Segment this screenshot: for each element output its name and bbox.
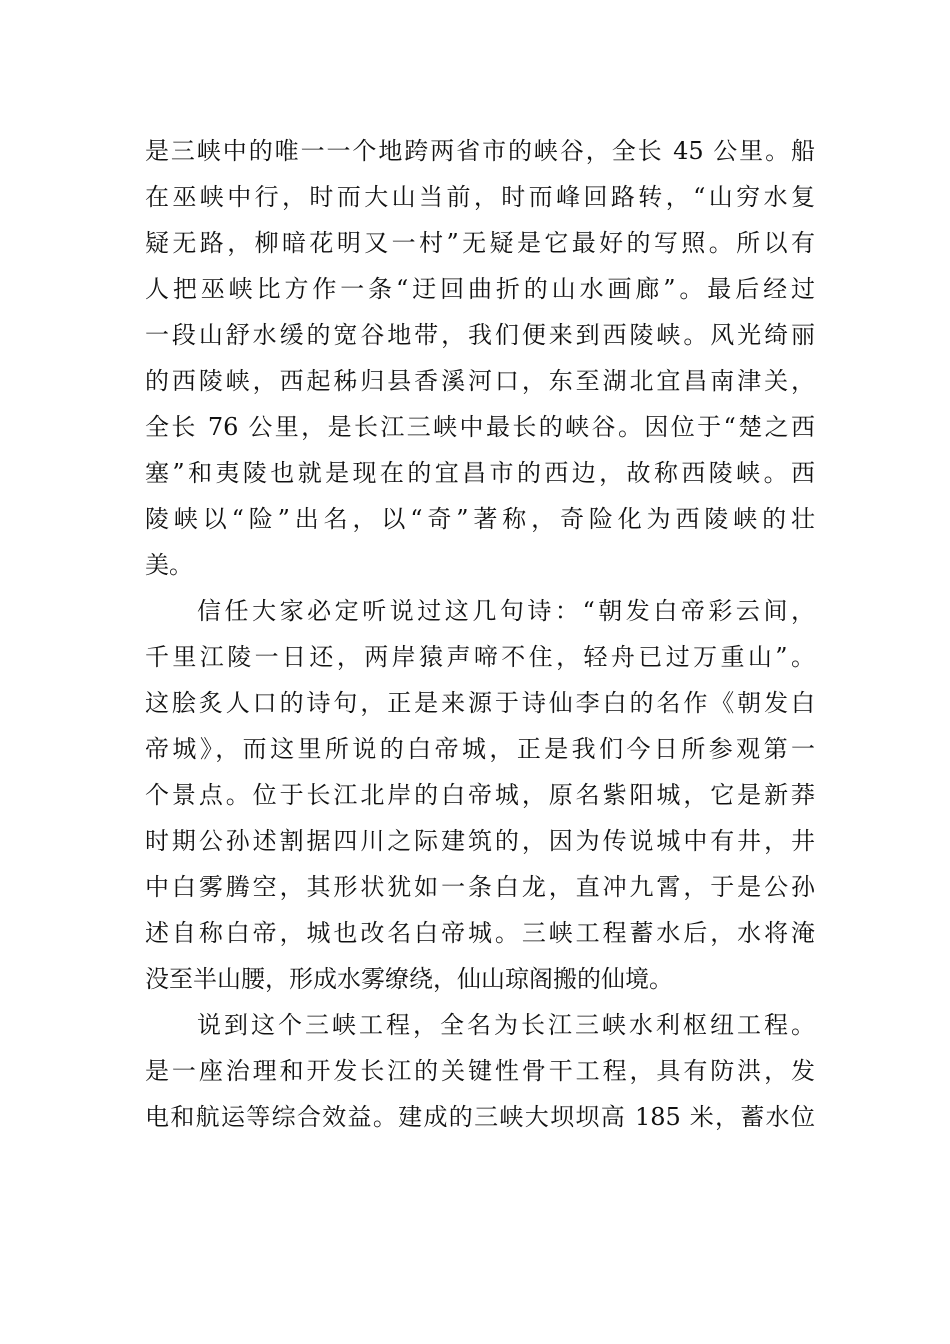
text-line: 这脍炙人口的诗句，正是来源于诗仙李白的名作《朝发白 xyxy=(145,689,815,717)
paragraph-first-line: 说到这个三峡工程，全名为长江三峡水利枢纽工程。 xyxy=(197,1011,815,1039)
text-line: 全长 76 公里，是长江三峡中最长的峡谷。因位于“楚之西 xyxy=(145,413,815,441)
text-line: 帝城》，而这里所说的白帝城，正是我们今日所参观第一 xyxy=(145,735,815,763)
body-text xyxy=(145,128,815,1140)
paragraph-first-line: 信任大家必定听说过这几句诗：“朝发白帝彩云间， xyxy=(197,597,815,625)
text-line: 述自称白帝，城也改名白帝城。三峡工程蓄水后，水将淹 xyxy=(145,919,815,947)
text-line: 塞”和夷陵也就是现在的宜昌市的西边，故称西陵峡。西 xyxy=(145,459,815,487)
text-line: 疑无路，柳暗花明又一村”无疑是它最好的写照。所以有 xyxy=(145,229,815,257)
text-line: 美。 xyxy=(145,551,193,579)
text-line: 在巫峡中行，时而大山当前，时而峰回路转，“山穷水复 xyxy=(145,183,815,211)
text-line: 时期公孙述割据四川之际建筑的，因为传说城中有井，井 xyxy=(145,827,815,855)
text-line: 千里江陵一日还，两岸猿声啼不住，轻舟已过万重山”。 xyxy=(145,643,815,671)
text-line: 没至半山腰，形成水雾缭绕，仙山琼阁搬的仙境。 xyxy=(145,965,673,993)
text-line: 电和航运等综合效益。建成的三峡大坝坝高 185 米，蓄水位 xyxy=(145,1103,815,1131)
text-line: 陵峡以“险”出名，以“奇”著称，奇险化为西陵峡的壮 xyxy=(145,505,815,533)
text-line: 人把巫峡比方作一条“迂回曲折的山水画廊”。最后经过 xyxy=(145,275,815,303)
text-line: 中白雾腾空，其形状犹如一条白龙，直冲九霄，于是公孙 xyxy=(145,873,815,901)
text-line: 个景点。位于长江北岸的白帝城，原名紫阳城，它是新莽 xyxy=(145,781,815,809)
text-line: 的西陵峡，西起秭归县香溪河口，东至湖北宜昌南津关， xyxy=(145,367,815,395)
text-line: 是一座治理和开发长江的关键性骨干工程，具有防洪，发 xyxy=(145,1057,815,1085)
text-line: 一段山舒水缓的宽谷地带，我们便来到西陵峡。风光绮丽 xyxy=(145,321,815,349)
text-line: 是三峡中的唯一一个地跨两省市的峡谷，全长 45 公里。船 xyxy=(145,137,815,165)
